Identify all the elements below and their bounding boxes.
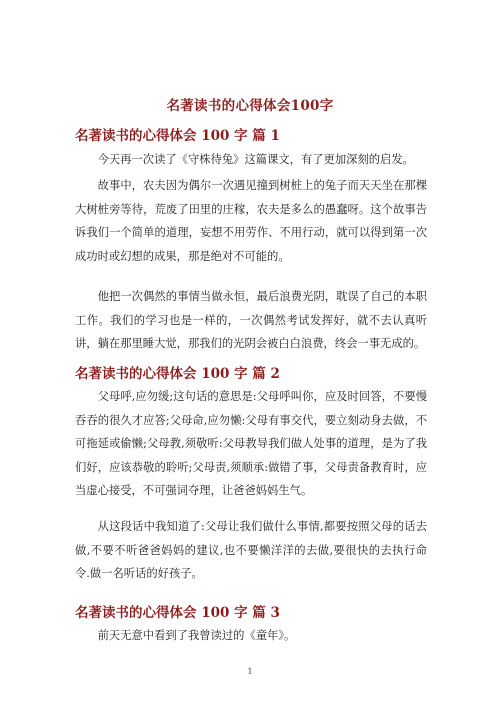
paragraph-1-2: 故事中，农夫因为偶尔一次遇见撞到树桩上的兔子而天天坐在那棵大树桩旁等待，荒废了田里的庄稼，农夫是多么的愚蠢呀。这个故事告诉我们一个简单的道理，妄想不用劳作、不用行动，就可以得到第一次成功时或幻想的成果，那是绝对不可能的。	[75, 179, 427, 263]
paragraph-3-1: 前天无意中看到了我曾读过的《童年》。	[97, 629, 296, 642]
page-title: 名著读书的心得体会100字	[166, 98, 334, 114]
paragraph-2-2: 从这段话中我知道了:父母让我们做什么事情,都要按照父母的话去做,不要不听爸爸妈妈的建议,也不要懒洋洋的去做,要很快的去执行命令.做一名听话的好孩子。	[75, 520, 427, 581]
section-heading-3: 名著读书的心得体会 100 字 篇 3	[75, 605, 280, 621]
paragraph-1-3: 他把一次偶然的事情当做永恒，最后浪费光阴，耽误了自己的本职工作。我们的学习也是一样的，一次偶然考试发挥好，就不去认真听讲，躺在那里睡大觉，那我们的光阴会被白白浪费，终会一事无成的。	[75, 290, 427, 351]
paragraph-1-1: 今天再一次读了《守株待兔》这篇课文，有了更加深刻的启发。	[97, 153, 414, 166]
page-number: 1	[247, 667, 253, 676]
paragraph-2-1: 父母呼,应勿缓;这句话的意思是:父母呼叫你，应及时回答，不要慢吞吞的很久才应答;父母命,应勿懒:父母有事交代，要立刻动身去做，不可拖延或偷懒;父母教,须敬听:父母教导我们做人处事的道理，是为了我们好，应该恭敬的聆听;父母责,须顺承:做错了事，父母责备教育时，应当虚心接受，不可强词夺理，让爸爸妈妈生气。	[75, 390, 427, 498]
section-heading-1: 名著读书的心得体会 100 字 篇 1	[75, 128, 280, 144]
section-heading-2: 名著读书的心得体会 100 字 篇 2	[75, 366, 280, 382]
